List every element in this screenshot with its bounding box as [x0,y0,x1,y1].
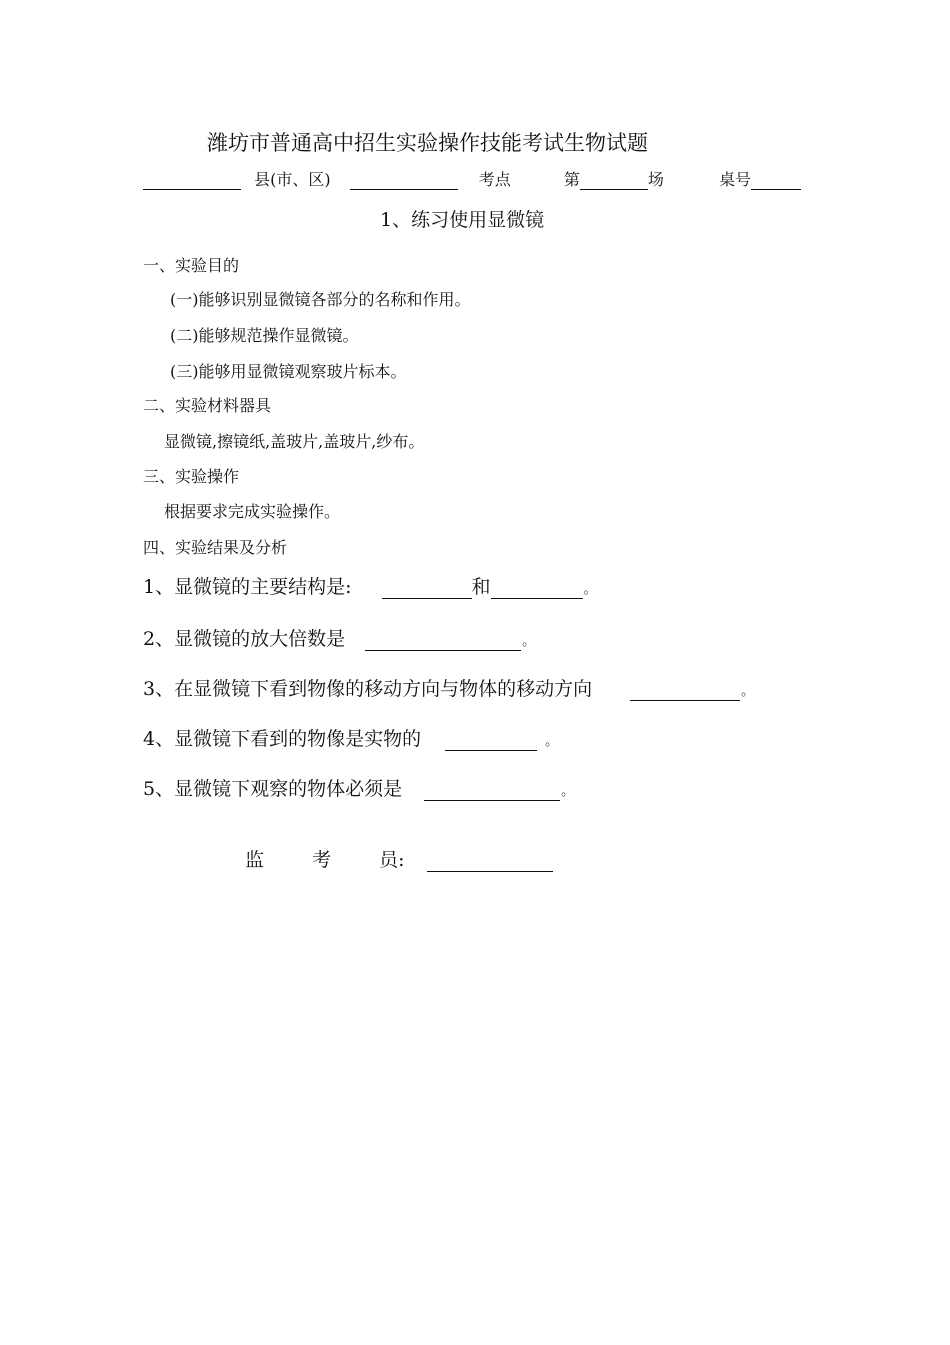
room-suffix: 场 [647,170,664,189]
materials-heading: 二、实验材料器具 [143,396,272,415]
proctor-row [245,845,553,872]
room-prefix: 第 [563,170,580,189]
proctor-signature-blank[interactable] [427,849,553,872]
proctor-char-1: 监 [245,849,265,871]
proctor-char-2: 考 [312,849,332,871]
purpose-item-3: (三)能够用显微镜观察玻片标本。 [170,362,407,381]
question-1-end: 。 [583,582,597,597]
question-2 [143,624,535,651]
answer-5-blank[interactable] [424,778,560,801]
header-info-row [143,167,801,190]
operation-heading: 三、实验操作 [143,467,240,486]
purpose-item-2: (二)能够规范操作显微镜。 [170,326,359,345]
room-blank[interactable] [580,171,648,190]
results-heading: 四、实验结果及分析 [143,538,288,557]
question-2-text: 2、显微镜的放大倍数是 [143,628,346,650]
exam-site-blank[interactable] [350,171,458,190]
question-3 [143,674,754,701]
question-5 [143,774,574,801]
operation-text: 根据要求完成实验操作。 [164,502,341,521]
answer-4-blank[interactable] [445,728,537,751]
desk-label: 桌号 [719,170,752,189]
answer-1a-blank[interactable] [382,576,472,599]
purpose-item-1: (一)能够识别显微镜各部分的名称和作用。 [170,290,471,309]
proctor-colon: : [398,849,405,871]
experiment-title: 1、练习使用显微镜 [380,209,545,231]
question-4-text: 4、显微镜下看到的物像是实物的 [143,728,422,750]
question-5-end: 。 [561,784,575,799]
question-2-end: 。 [522,634,536,649]
answer-2-blank[interactable] [365,628,521,651]
question-4 [143,724,558,751]
question-4-end: 。 [545,734,559,749]
question-1 [143,572,597,599]
document-title: 潍坊市普通高中招生实验操作技能考试生物试题 [207,131,648,155]
county-label: 县(市、区) [254,170,331,189]
answer-1b-blank[interactable] [491,576,583,599]
county-blank[interactable] [143,171,241,190]
question-1-text: 1、显微镜的主要结构是: [143,576,352,598]
question-1-and: 和 [471,576,491,598]
exam-site-label: 考点 [478,170,511,189]
question-5-text: 5、显微镜下观察的物体必须是 [143,778,403,800]
desk-blank[interactable] [751,171,801,190]
proctor-char-3: 员 [379,849,399,871]
purpose-heading: 一、实验目的 [143,256,240,275]
question-3-end: 。 [741,684,755,699]
materials-text: 显微镜,擦镜纸,盖玻片,盖玻片,纱布。 [164,432,425,451]
answer-3-blank[interactable] [630,678,740,701]
question-3-text: 3、在显微镜下看到物像的移动方向与物体的移动方向 [143,678,593,700]
